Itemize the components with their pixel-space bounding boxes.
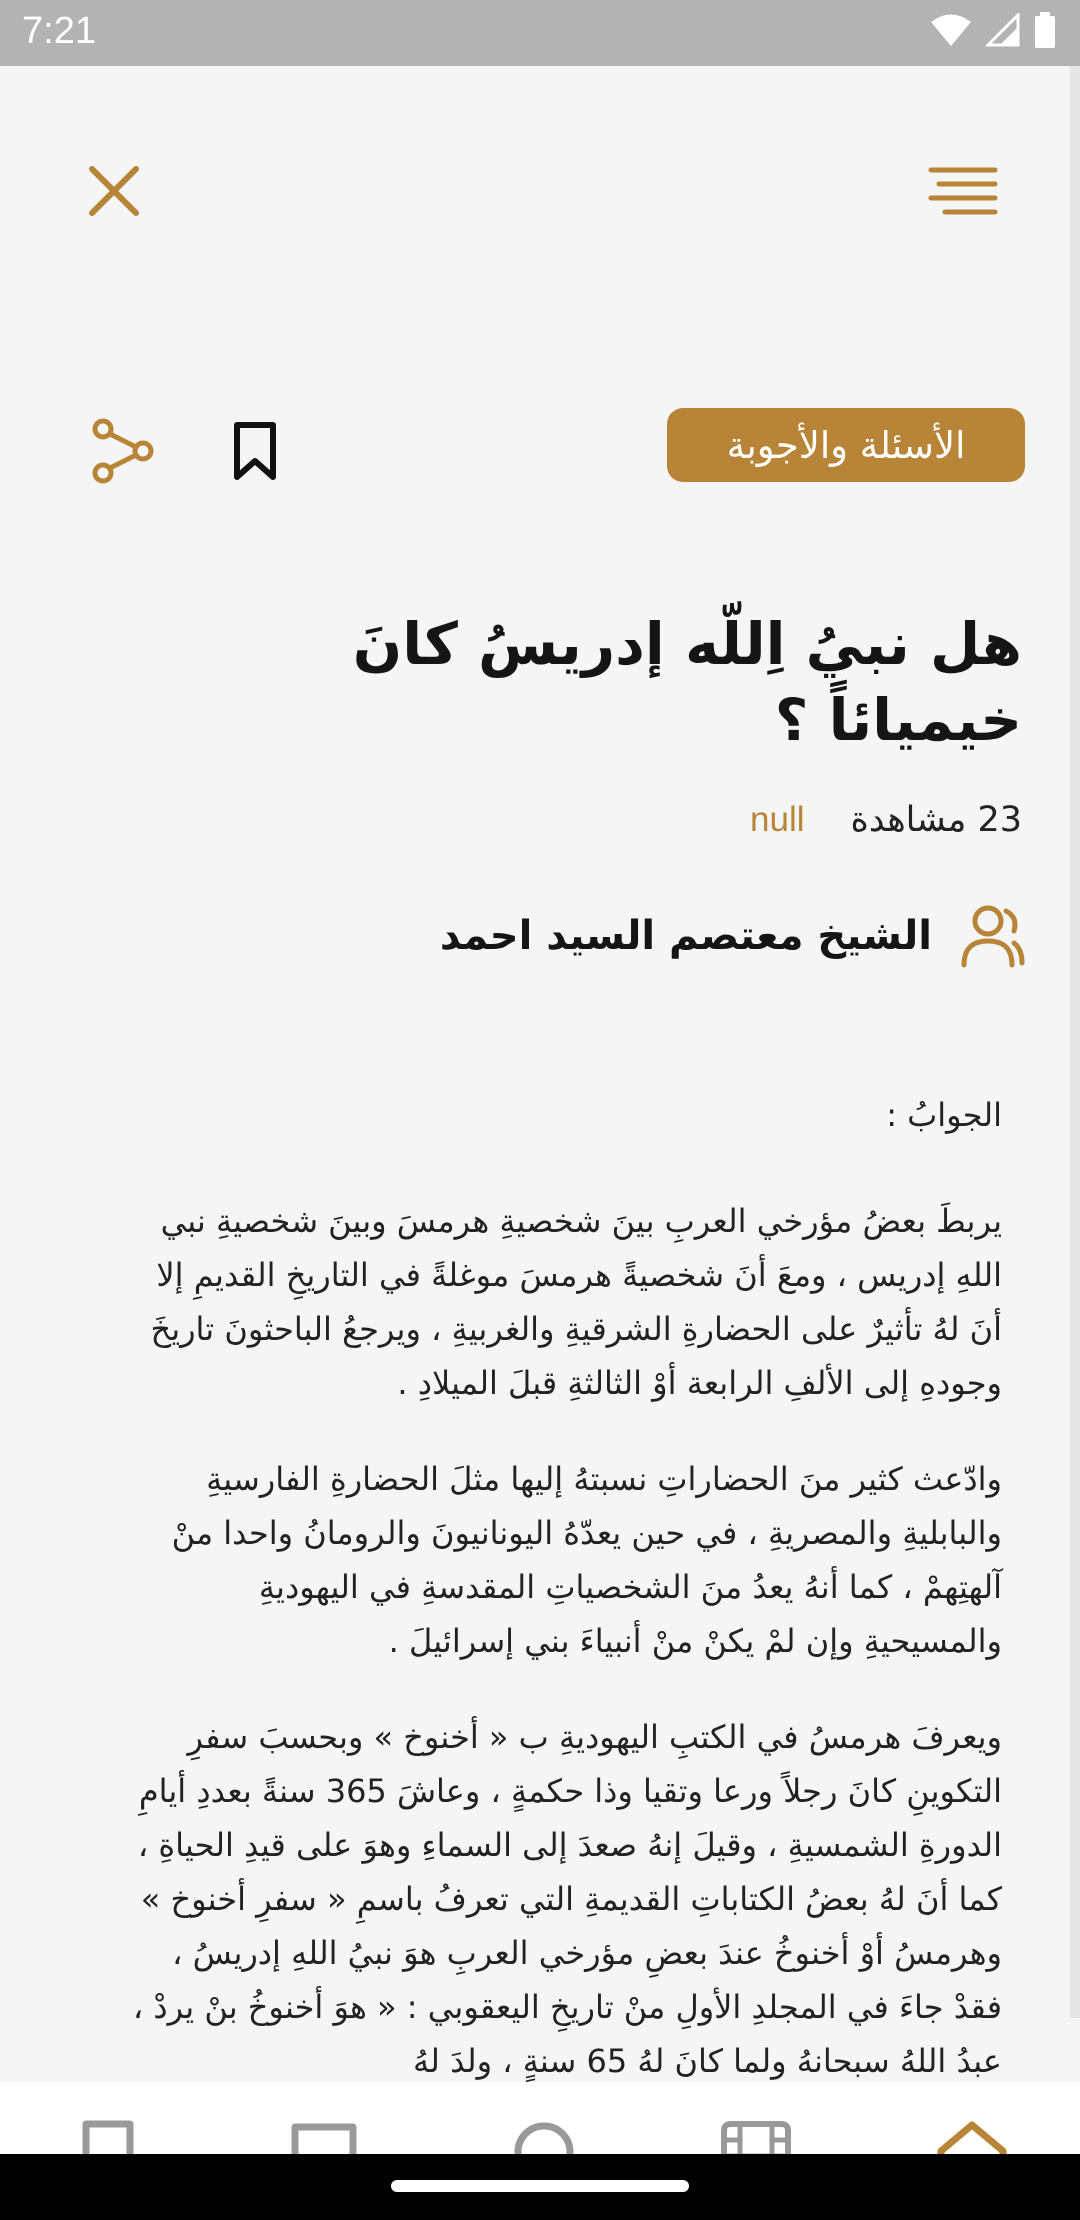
category-tag[interactable]: الأسئلة والأجوبة <box>667 408 1025 482</box>
view-count: 23 مشاهدة <box>850 800 1022 840</box>
article-screen <box>0 66 1080 2080</box>
system-nav-bar <box>0 2154 1080 2220</box>
menu-button[interactable] <box>920 151 1008 231</box>
close-icon <box>86 163 142 219</box>
wifi-icon <box>930 13 972 47</box>
author-row[interactable] <box>430 886 1026 986</box>
status-time: 7:21 <box>22 10 96 52</box>
share-icon <box>92 418 154 484</box>
article-title: هل نبيُ اِللّه إدريسُ كانَ خيميائاً ؟ <box>352 610 1022 754</box>
status-bar <box>0 0 1080 66</box>
source-label: null <box>750 800 805 839</box>
author-name: الشيخ معتصم السيد احمد <box>439 913 932 959</box>
bookmark-button[interactable] <box>214 410 296 492</box>
article-body <box>126 1088 1002 2130</box>
close-button[interactable] <box>74 151 154 231</box>
article-paragraph: ويعرفَ هرمسُ في الكتبِ اليهوديةِ ب « أخنوخ » وبحسبَ سفرِ التكوينِ كانَ رجلاً ورعا وتقيا وذا حكمةٍ ، وعاشَ 365 سنةً بعددِ أيامِ الدورةِ الشمسيةِ ، وقيلَ إنهُ صعدَ إلى السماءِ وهوَ على قيدِ الحياةِ ، كما أنَ لهُ بعضُ الكتاباتِ القديمةِ التي تعرفُ باسمِ « سفرِ أخنوخ » وهرمسُ أوْ أخنوخُ عندَ بعضِ مؤرخي العربِ هوَ نبيُ اللهِ إدريسُ ، فقدْ جاءَ في المجلدِ الأولِ منْ تاريخِ اليعقوبي : « هوَ أخنوخُ بنْ يردْ ، عبدُ اللهُ سبحانهُ ولما كانَ لهُ 65 سنةٍ ، ولدَ لهُ <box>132 1718 1002 2080</box>
status-icons <box>930 12 1056 48</box>
bookmark-icon <box>231 421 279 481</box>
menu-icon <box>927 164 1001 218</box>
share-button[interactable] <box>82 410 164 492</box>
home-indicator[interactable] <box>391 2180 689 2192</box>
article-paragraph: يربطَ بعضُ مؤرخي العربِ بينَ شخصيةِ هرمسَ وبينَ شخصيةِ نبي اللهِ إدريس ، ومعَ أنَ شخصيةً هرمسَ موغلةً في التاريخِ القديمِ إلا أنَ لهُ تأثيرٌ على الحضارةِ الشرقيةِ والغربيةِ ، ويرجعُ الباحثونَ تاريخَ وجودهِ إلى الألفِ الرابعة أوْ الثالثةِ قبلَ الميلادِ . <box>150 1202 1002 1402</box>
author-icon <box>956 903 1026 969</box>
battery-icon <box>1034 12 1056 48</box>
signal-icon <box>986 13 1020 47</box>
article-paragraph: وادّعث كثير منَ الحضاراتِ نسبتهُ إليها مثلَ الحضارةِ الفارسيةِ والبابليةِ والمصريةِ ، في حين يعدّهُ اليونانيونَ والرومانُ واحدا منْ آلهتِهمْ ، كما أنهُ يعدُ منَ الشخصياتِ المقدسةِ في اليهوديةِ والمسيحيةِ وإن لمْ يكنْ منْ أنبياءَ بني إسرائيلَ . <box>171 1460 1002 1660</box>
answer-label: الجوابُ : <box>886 1096 1002 1134</box>
article-meta <box>620 790 1022 850</box>
